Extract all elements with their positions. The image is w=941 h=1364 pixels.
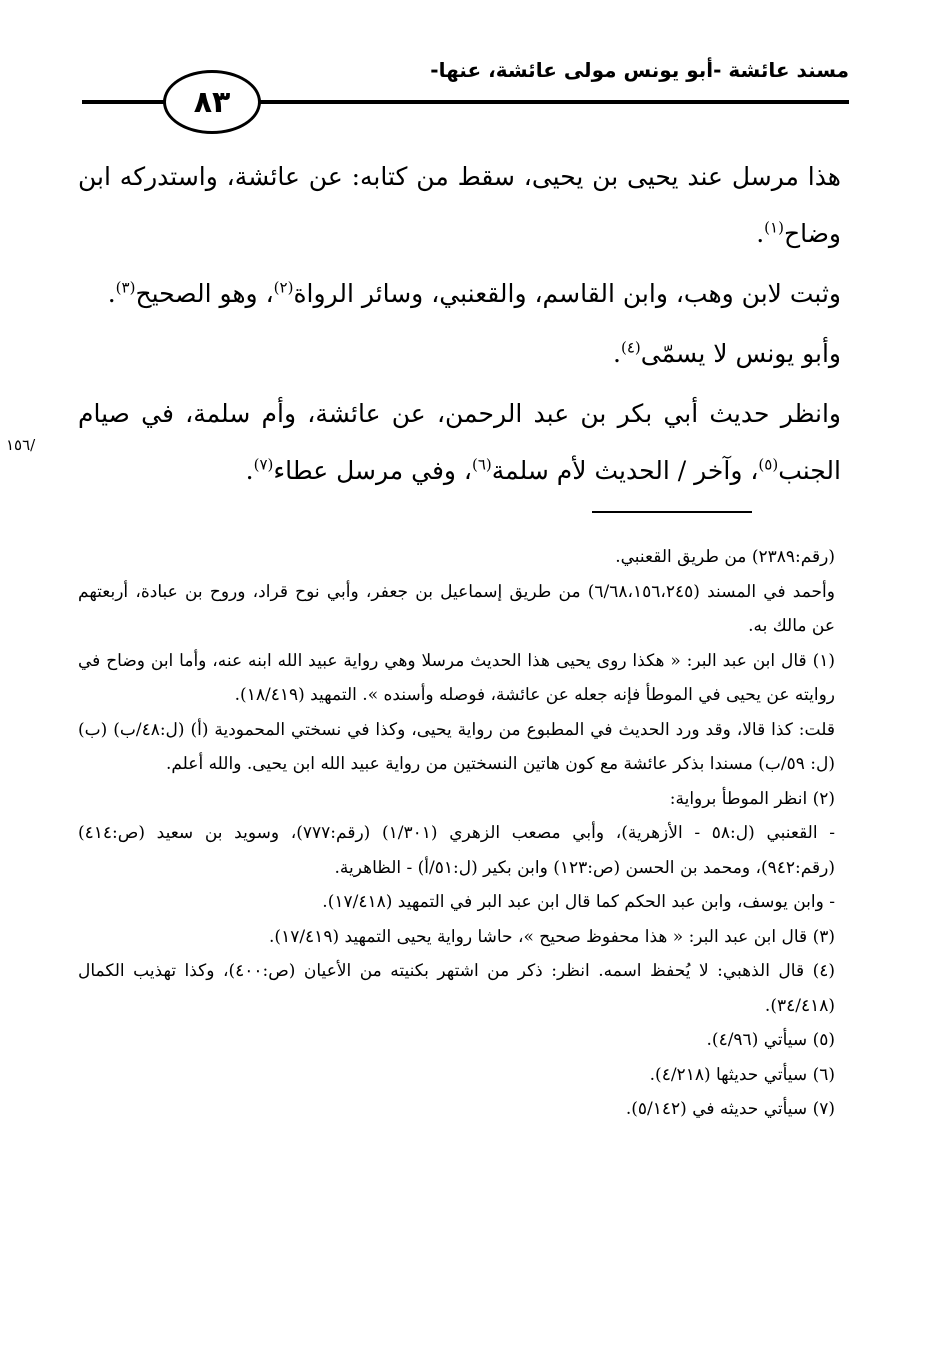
footnote-ref-2: (٢) [273,278,294,297]
main-paragraph-4-text-a: وانظر حديث أبي بكر بن عبد الرحمن، عن عائشة، وأم سلمة، في صيام الجنب [78,399,841,485]
footnote-line: قلت: كذا قالا، وقد ورد الحديث في المطبوع من رواية يحيى، وكذا في نسختي المحمودية (أ) (ل:٤٨/ب) (ب) (ل: ٥٩/ب) مسندا بذكر عائشة مع كون هاتين النسختين من رواية عبيد الله ابن يحيى. والله أعلم. [78,719,835,774]
footnote-6: (٦) سيأتي حديثها (٤/٢١٨). [649,1064,835,1085]
main-paragraph-4-text-c: ، وفي مرسل عطاء [273,456,472,485]
main-paragraph-2-end: . [107,279,116,308]
main-paragraph-4-text-b: ، وآخر / الحديث لأم سلمة [491,456,759,485]
footnote-ref-7: (٧) [253,455,274,474]
page-number: ٨٣ [193,84,231,120]
footnote-7: (٧) سيأتي حديثه في (٥/١٤٢). [625,1099,835,1119]
main-paragraph-4 [78,385,841,499]
footnotes [78,540,835,1127]
main-paragraph-3 [78,325,841,382]
main-text [78,148,841,499]
main-paragraph-3-end: . [613,339,621,368]
footnote-3: (٣) قال ابن عبد البر: « هذا محفوظ صحيح »، حاشا رواية يحيى التمهيد (١٧/٤١٩). [269,926,835,947]
footnote-line: وأحمد في المسند (٦/٦٨،١٥٦،٢٤٥) من طريق إسماعيل بن جعفر، وأبي نوح قراد، وروح بن عبادة، أربعتهم عن مالك به. [78,581,835,636]
main-paragraph-3-text: وأبو يونس لا يسمّى [640,339,841,368]
footnote-ref-5: (٥) [758,455,779,474]
main-paragraph-2-text-a: وثبت لابن وهب، وابن القاسم، والقعنبي، وسائر الرواة [293,279,841,308]
running-header-title: مسند عائشة -أبو يونس مولى عائشة، عنها- [430,58,849,82]
margin-manuscript-note: /١٥٦ [6,436,36,454]
main-paragraph-1-text: هذا مرسل عند يحيى بن يحيى، سقط من كتابه: عن عائشة، واستدركه ابن وضاح [78,162,841,248]
footnote-1: (١) قال ابن عبد البر: « هكذا روى يحيى هذا الحديث مرسلا وهي رواية عبيد الله ابنه عنه، وأما ابن وضاح في روايته عن يحيى في الموطأ فإنه جعله عن عائشة، فوصله وأسنده ». التمهيد (١٨/٤١٩). [78,650,835,705]
footnote-ref-1: (١) [764,218,784,237]
footnote-line: (رقم:٢٣٨٩) من طريق القعنبي. [615,547,835,567]
footnote-5: (٥) سيأتي (٤/٩٦). [706,1030,835,1050]
footnote-ref-6: (٦) [472,455,492,474]
footnote-ref-3: (٣) [115,278,136,297]
footnote-line: - القعنبي (ل:٥٨ - الأزهرية)، وأبي مصعب الزهري (١/٣٠١) (رقم:٧٧٧)، وسويد بن سعيد (ص:٤١٤) (رقم:٩٤٢)، ومحمد بن الحسن (ص:١٢٣) وابن بكير (ل:٥١/أ) - الظاهرية. [78,823,835,878]
footnote-4: (٤) قال الذهبي: لا يُحفظ اسمه. انظر: ذكر من اشتهر بكنيته من الأعيان (ص:٤٠٠)، وكذا تهذيب الكمال (٣٤/٤١٨). [78,961,835,1016]
main-paragraph-4-end: . [245,456,254,485]
footnote-ref-4: (٤) [620,338,641,357]
footnote-2: (٢) انظر الموطأ برواية: [669,788,835,809]
page-number-badge [163,70,261,134]
footnote-separator [592,511,752,513]
footnote-line: - وابن يوسف، وابن عبد الحكم كما قال ابن عبد البر في التمهيد (١٧/٤١٨). [322,892,835,912]
main-paragraph-2-text-b: ، وهو الصحيح [135,279,274,308]
main-paragraph-1 [78,148,841,262]
main-paragraph-2 [78,265,841,322]
main-paragraph-1-end: . [756,219,765,248]
